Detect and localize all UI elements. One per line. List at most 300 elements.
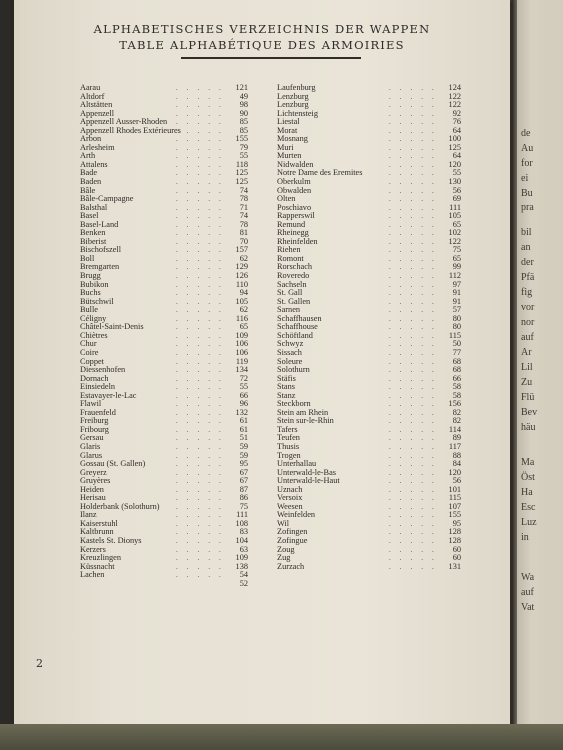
entry-page: 106 <box>235 347 248 357</box>
leader-dots: ..... <box>389 383 443 392</box>
index-entry <box>80 332 252 341</box>
index-entry <box>80 349 252 358</box>
entry-name: Bischofszell <box>80 245 122 255</box>
entry-name: Estavayer-le-Lac <box>80 390 137 400</box>
leader-dots: ..... <box>176 442 230 451</box>
entry-name: Appenzell Ausser-Rhoden <box>80 117 168 127</box>
leader-dots: ..... <box>176 374 230 383</box>
entry-name: Gossau (St. Gallen) <box>80 459 146 469</box>
entry-page: 66 <box>239 390 248 400</box>
entry-page: 80 <box>452 313 461 323</box>
leader-dots: ..... <box>176 169 230 178</box>
leader-dots: ..... <box>176 195 230 204</box>
leader-dots: ..... <box>176 554 230 563</box>
entry-page: 75 <box>452 245 461 255</box>
entry-page: 65 <box>452 253 461 263</box>
entry-name: Flawil <box>80 399 102 409</box>
index-entry <box>277 373 461 384</box>
index-entry <box>277 433 461 443</box>
entry-name: Tafers <box>277 424 298 434</box>
entry-name: Notre Dame des Eremites <box>277 168 363 178</box>
leader-dots: ..... <box>176 408 230 417</box>
entry-name: Zurzach <box>277 561 305 571</box>
entry-name: Schaffhouse <box>277 322 318 332</box>
facing-text-fragment: vor <box>521 302 535 313</box>
entry-page: 125 <box>235 177 248 187</box>
leader-dots: ..... <box>389 425 443 434</box>
index-entry <box>80 204 252 213</box>
leader-dots: ..... <box>176 263 230 272</box>
entry-page: 109 <box>235 330 248 340</box>
leader-dots: ..... <box>389 442 443 451</box>
entry-name: Lichtensteig <box>277 108 319 118</box>
entry-name: Kreuzlingen <box>80 553 122 563</box>
entry-page: 75 <box>239 501 248 511</box>
leader-dots: ..... <box>389 331 443 340</box>
entry-page: 68 <box>452 356 461 366</box>
entry-page: 62 <box>239 305 248 315</box>
entry-name: Lenzburg <box>277 100 309 110</box>
entry-page: 125 <box>235 168 248 178</box>
entry-page: 82 <box>452 407 461 417</box>
entry-page: 121 <box>235 83 248 92</box>
leader-dots: ..... <box>389 92 443 101</box>
entry-name: Wil <box>277 518 290 528</box>
entry-page: 61 <box>239 416 248 426</box>
entry-name: Stans <box>277 382 295 392</box>
index-entry <box>277 382 461 392</box>
leader-dots: ..... <box>176 366 230 375</box>
entry-name: Benken <box>80 228 106 238</box>
facing-text-fragment: auf <box>521 587 534 598</box>
leader-dots: ..... <box>389 519 443 528</box>
index-entry <box>277 493 461 503</box>
entry-page: 52 <box>239 578 248 588</box>
leader-dots: ..... <box>176 135 230 144</box>
entry-page: 100 <box>448 134 461 144</box>
leader-dots: ..... <box>389 357 443 366</box>
index-entry <box>80 340 252 349</box>
entry-name: Stanz <box>277 390 296 400</box>
entry-page: 67 <box>239 476 248 486</box>
entry-name: Morat <box>277 125 298 135</box>
entry-name: Gruyères <box>80 476 111 486</box>
entry-page: 68 <box>452 365 461 375</box>
leader-dots: ..... <box>389 169 443 178</box>
facing-text-fragment: Pfä <box>521 272 535 283</box>
entry-page: 155 <box>235 134 248 144</box>
entry-page: 122 <box>448 100 461 110</box>
leader-dots: ..... <box>389 400 443 409</box>
index-entry <box>80 127 252 136</box>
index-entry <box>80 443 252 452</box>
entry-name: Arbon <box>80 134 102 144</box>
facing-text-fragment: Esc <box>521 502 536 513</box>
leader-dots: ..... <box>389 417 443 426</box>
entry-page: 101 <box>448 484 461 494</box>
entry-name: Lachen <box>80 570 105 580</box>
entry-page: 112 <box>448 271 461 281</box>
entry-name: Poschiavo <box>277 202 312 212</box>
leader-dots: ..... <box>389 246 443 255</box>
entry-page: 51 <box>239 433 248 443</box>
index-entry <box>80 434 252 443</box>
leader-dots: ..... <box>176 519 230 528</box>
leader-dots: ..... <box>176 323 230 332</box>
leader-dots: ..... <box>176 460 230 469</box>
leader-dots: ..... <box>389 554 443 563</box>
entry-page: 89 <box>452 433 461 443</box>
entry-page: 120 <box>448 467 461 477</box>
entry-page: 77 <box>452 347 461 357</box>
entry-name: Aarau <box>80 83 101 92</box>
entry-page: 49 <box>239 91 248 101</box>
leader-dots: ..... <box>176 101 230 110</box>
entry-name: Steckborn <box>277 399 311 409</box>
leader-dots: ..... <box>389 511 443 520</box>
entry-name: Bremgarten <box>80 262 120 272</box>
entry-page: 115 <box>448 493 461 503</box>
leader-dots: ..... <box>389 562 443 571</box>
entry-name: Zofingen <box>277 527 308 537</box>
entry-page: 72 <box>239 373 248 383</box>
index-entry <box>80 477 252 486</box>
facing-text-fragment: nor <box>521 317 535 328</box>
entry-name: Laufenburg <box>277 83 316 92</box>
facing-text-fragment: häu <box>521 422 536 433</box>
entry-name: Teufen <box>277 433 300 443</box>
index-entry <box>277 347 461 358</box>
leader-dots: ..... <box>389 229 443 238</box>
entry-page: 122 <box>448 236 461 246</box>
leader-dots: ..... <box>176 186 230 195</box>
entry-name: Buchs <box>80 288 101 298</box>
title-german: ALPHABETISCHES VERZEICHNIS DER WAPPEN <box>93 22 431 36</box>
entry-page: 125 <box>448 142 461 152</box>
entry-name: Basel-Land <box>80 219 119 229</box>
entry-name: Remund <box>277 219 306 229</box>
index-entry <box>277 245 461 255</box>
entry-page: 95 <box>452 518 461 528</box>
entry-page: 106 <box>235 339 248 349</box>
entry-name: Kerzers <box>80 544 106 554</box>
entry-name: Freiburg <box>80 416 109 426</box>
entry-name: Zofingue <box>277 535 308 545</box>
index-entry <box>80 84 252 93</box>
index-column-right <box>277 83 461 571</box>
leader-dots: ..... <box>389 323 443 332</box>
entry-page: 57 <box>452 305 461 315</box>
entry-name: Stäfis <box>277 373 296 383</box>
entry-page: 81 <box>239 228 248 238</box>
entry-name: Coppet <box>80 356 104 366</box>
facing-page <box>513 0 563 730</box>
leader-dots: ..... <box>389 434 443 443</box>
leader-dots: ..... <box>389 391 443 400</box>
leader-dots: ..... <box>389 502 443 511</box>
entry-name: Schwyz <box>277 339 304 349</box>
index-entry <box>80 161 252 170</box>
entry-page: 94 <box>239 288 248 298</box>
entry-name: Unterwald-le-Bas <box>277 467 336 477</box>
entry-page: 90 <box>239 108 248 118</box>
leader-dots: ..... <box>176 297 230 306</box>
index-entry <box>80 571 252 580</box>
leader-dots: ..... <box>389 254 443 263</box>
leader-dots: ..... <box>176 246 230 255</box>
entry-name: Balsthal <box>80 202 108 212</box>
entry-name: Attalens <box>80 159 108 169</box>
entry-name: Romont <box>277 253 304 263</box>
leader-dots: ..... <box>389 408 443 417</box>
entry-page: 62 <box>239 253 248 263</box>
leader-dots: ..... <box>176 152 230 161</box>
entry-page: 50 <box>452 339 461 349</box>
entry-page: 157 <box>235 245 248 255</box>
leader-dots: ..... <box>176 203 230 212</box>
leader-dots: ..... <box>176 178 230 187</box>
index-entry <box>277 117 461 127</box>
entry-name: Weesen <box>277 501 303 511</box>
entry-page: 95 <box>239 459 248 469</box>
facing-text-fragment: Lil <box>521 362 533 373</box>
leader-dots: ..... <box>176 502 230 511</box>
entry-page: 98 <box>239 100 248 110</box>
entry-name: Sissach <box>277 347 302 357</box>
leader-dots: ..... <box>176 545 230 554</box>
entry-page: 92 <box>452 108 461 118</box>
facing-text-fragment: Zu <box>521 377 533 388</box>
index-entry <box>80 246 252 255</box>
entry-name: St. Gall <box>277 288 303 298</box>
entry-page: 138 <box>235 561 248 571</box>
index-entry <box>80 144 252 153</box>
index-entry <box>277 142 461 153</box>
entry-page: 56 <box>452 476 461 486</box>
entry-page: 71 <box>239 202 248 212</box>
entry-page: 74 <box>239 185 248 195</box>
facing-text-fragment: Ma <box>521 457 535 468</box>
entry-name: Gersau <box>80 433 104 443</box>
entry-page: 128 <box>448 527 461 537</box>
facing-text-fragment: pra <box>521 202 534 213</box>
entry-name: Glarus <box>80 450 103 460</box>
index-entry <box>277 296 461 307</box>
leader-dots: ..... <box>389 178 443 187</box>
entry-name: Lenzburg <box>277 91 309 101</box>
leader-dots: ..... <box>389 536 443 545</box>
entry-name: Rorschach <box>277 262 313 272</box>
entry-page: 63 <box>239 544 248 554</box>
entry-name: Bade <box>80 168 98 178</box>
index-entry <box>277 510 461 520</box>
entry-name: Kaiserstuhl <box>80 518 118 528</box>
facing-text-fragment: ei <box>521 173 529 184</box>
entry-page: 134 <box>235 365 248 375</box>
leader-dots: ..... <box>389 263 443 272</box>
index-entry <box>80 263 252 272</box>
leader-dots: ..... <box>176 92 230 101</box>
index-entry <box>277 476 461 486</box>
leader-dots: ..... <box>176 357 230 366</box>
entry-page: 115 <box>448 330 461 340</box>
leader-dots: ..... <box>176 160 230 169</box>
leader-dots: ..... <box>389 468 443 477</box>
entry-page: 109 <box>235 553 248 563</box>
entry-name: Châtel-Saint-Denis <box>80 322 144 332</box>
index-entry <box>277 441 461 452</box>
index-entry <box>80 503 252 512</box>
facing-text-fragment: Flü <box>521 392 535 403</box>
entry-name: Schaffhausen <box>277 313 322 323</box>
entry-page: 82 <box>452 416 461 426</box>
entry-page: 124 <box>448 83 461 92</box>
entry-page: 130 <box>448 177 461 187</box>
leader-dots: ..... <box>176 126 230 135</box>
entry-page: 104 <box>235 535 248 545</box>
entry-name: Olten <box>277 194 296 204</box>
entry-page: 88 <box>452 450 461 460</box>
entry-name: Rapperswil <box>277 211 315 221</box>
leader-dots: ..... <box>389 477 443 486</box>
entry-page: 110 <box>235 279 248 289</box>
entry-name: Einsiedeln <box>80 382 116 392</box>
entry-name: Arth <box>80 151 96 161</box>
index-entry <box>80 563 252 572</box>
entry-page: 83 <box>239 527 248 537</box>
index-entry <box>80 298 252 307</box>
entry-name: Arlesheim <box>80 142 115 152</box>
leader-dots: ..... <box>389 212 443 221</box>
leader-dots: ..... <box>389 143 443 152</box>
entry-name: Boll <box>80 253 95 263</box>
leader-dots: ..... <box>389 84 443 92</box>
page-number: 2 <box>36 657 43 670</box>
entry-page: 99 <box>452 262 461 272</box>
entry-name: Unterwald-le-Haut <box>277 476 340 486</box>
entry-page: 126 <box>235 271 248 281</box>
facing-text-fragment: in <box>521 532 529 543</box>
entry-name: Soleure <box>277 356 303 366</box>
entry-name: Ilanz <box>80 510 97 520</box>
entry-page: 132 <box>235 407 248 417</box>
entry-name: Bubikon <box>80 279 109 289</box>
entry-page: 91 <box>452 296 461 306</box>
entry-name: Appenzell Rhodes Extérieures <box>80 125 181 135</box>
facing-text-fragment: fig <box>521 287 533 298</box>
entry-name: Greyerz <box>80 467 107 477</box>
facing-text-fragment: Bu <box>521 188 533 199</box>
entry-name: Heiden <box>80 484 104 494</box>
entry-name: Zoug <box>277 544 295 554</box>
leader-dots: ..... <box>176 348 230 357</box>
leader-dots: ..... <box>176 391 230 400</box>
entry-page: 114 <box>448 424 461 434</box>
entry-name: Sachseln <box>277 279 307 289</box>
entry-page: 108 <box>235 518 248 528</box>
entry-name: Muri <box>277 142 294 152</box>
entry-name: Stein am Rhein <box>277 407 329 417</box>
leader-dots: ..... <box>176 280 230 289</box>
leader-dots: ..... <box>389 528 443 537</box>
facing-text-fragment: Öst <box>521 472 535 483</box>
facing-text-fragment: Vat <box>521 602 535 613</box>
entry-name: Appenzell <box>80 108 115 118</box>
facing-text-fragment: Bev <box>521 407 538 418</box>
entry-name: Frauenfeld <box>80 407 116 417</box>
entry-page: 60 <box>452 544 461 554</box>
entry-page: 67 <box>239 467 248 477</box>
index-entry <box>80 426 252 435</box>
title-rule <box>181 57 361 59</box>
leader-dots: ..... <box>176 254 230 263</box>
entry-name: Weinfelden <box>277 510 316 520</box>
leader-dots: ..... <box>176 314 230 323</box>
leader-dots: ..... <box>176 331 230 340</box>
leader-dots: ..... <box>389 152 443 161</box>
entry-page: 105 <box>448 211 461 221</box>
leader-dots: ..... <box>389 340 443 349</box>
facing-text-fragment: Luz <box>521 517 537 528</box>
index-entry <box>277 535 461 546</box>
leader-dots: ..... <box>389 220 443 229</box>
entry-page: 129 <box>235 262 248 272</box>
leader-dots: ..... <box>176 383 230 392</box>
leader-dots: ..... <box>389 118 443 127</box>
entry-name: Stein sur-le-Rhin <box>277 416 334 426</box>
leader-dots: ..... <box>389 460 443 469</box>
entry-name: Murten <box>277 151 302 161</box>
entry-name: Nidwalden <box>277 159 314 169</box>
entry-page: 55 <box>452 168 461 178</box>
entry-name: Baden <box>80 177 102 187</box>
entry-page: 69 <box>452 194 461 204</box>
index-entry <box>80 392 252 401</box>
entry-page: 65 <box>239 322 248 332</box>
entry-name: Kaltbrunn <box>80 527 114 537</box>
entry-page: 156 <box>448 399 461 409</box>
index-entry <box>80 178 252 187</box>
leader-dots: ..... <box>176 425 230 434</box>
leader-dots: ..... <box>176 477 230 486</box>
entry-name: Trogen <box>277 450 301 460</box>
leader-dots: ..... <box>176 571 230 580</box>
entry-page: 105 <box>235 296 248 306</box>
leader-dots: ..... <box>176 109 230 118</box>
index-entry <box>277 134 461 144</box>
leader-dots: ..... <box>176 272 230 281</box>
entry-name: Holderbank (Solothurn) <box>80 501 160 511</box>
leader-dots: ..... <box>176 417 230 426</box>
leader-dots: ..... <box>176 84 230 92</box>
leader-dots: ..... <box>389 101 443 110</box>
entry-name: Altstätten <box>80 100 113 110</box>
entry-name: Fribourg <box>80 424 109 434</box>
entry-name: Solothurn <box>277 365 310 375</box>
entry-page: 87 <box>239 484 248 494</box>
entry-name: Obwalden <box>277 185 312 195</box>
leader-dots: ..... <box>176 451 230 460</box>
entry-page: 78 <box>239 194 248 204</box>
entry-name: Schöftland <box>277 330 313 340</box>
entry-name: Sarnen <box>277 305 301 315</box>
facing-text-fragment: de <box>521 128 531 139</box>
leader-dots: ..... <box>389 237 443 246</box>
entry-page: 66 <box>452 373 461 383</box>
entry-page: 78 <box>239 219 248 229</box>
entry-name: Kastels St. Dionys <box>80 535 142 545</box>
leader-dots: ..... <box>389 195 443 204</box>
